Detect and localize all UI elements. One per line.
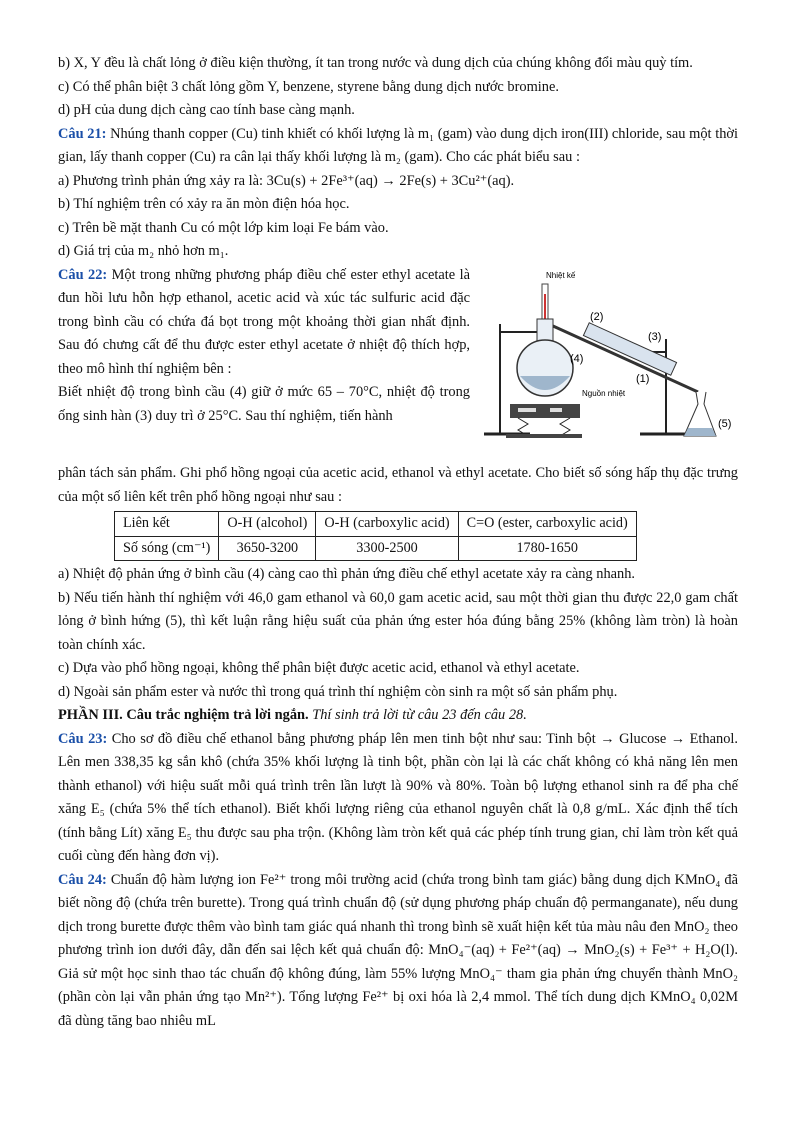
- q22-option-c: c) Dựa vào phổ hồng ngoại, không thể phân biệt được acetic acid, ethanol và ethyl acetate.: [58, 660, 580, 676]
- part-3-heading: PHẦN III. Câu trắc nghiệm trả lời ngắn. Thí sinh trả lời từ câu 23 đến câu 28.: [58, 707, 527, 723]
- question-22: Câu 22: Một trong những phương pháp điều chế ester ethyl acetate là đun hồi lưu hỗn hợp ethanol, acetic acid và xúc tác sulfuric acid đặc trong bình cầu có chứa đá bọt trong một khoảng thời gian nhất định. Sau đó chưng cất để thu được ester ethyl acetate ở nhiệt độ thích hợp, theo mô hình thí nghiệm bên :: [58, 266, 470, 377]
- q21-option-b: b) Thí nghiệm trên có xảy ra ăn mòn điện hóa học.: [58, 196, 350, 212]
- label-2: (2): [590, 310, 604, 323]
- q21-option-a: a) Phương trình phản ứng xảy ra là: 3Cu(s) + 2Fe³⁺(aq) → 2Fe(s) + 3Cu²⁺(aq).: [58, 172, 515, 189]
- question-22-conditions: Biết nhiệt độ trong bình cầu (4) giữ ở mức 65 – 70°C, nhiệt độ trong ống sinh hàn (3) duy trì ở 25°C. Sau thí nghiệm, tiến hành: [58, 384, 470, 424]
- distillation-apparatus-figure: [470, 264, 738, 463]
- exam-page: [58, 52, 738, 1033]
- apparatus-diagram: [470, 264, 738, 454]
- table-cell: C=O (ester, carboxylic acid): [458, 512, 636, 537]
- table-cell: Liên kết: [115, 512, 219, 537]
- table-cell: Số sóng (cm⁻¹): [115, 536, 219, 561]
- q22-option-d: d) Ngoài sản phẩm ester và nước thì trong quá trình thí nghiệm còn sinh ra một số sản phẩm phụ.: [58, 683, 618, 700]
- question-label: Câu 21:: [58, 125, 107, 142]
- q22-option-b: b) Nếu tiến hành thí nghiệm với 46,0 gam ethanol và 60,0 gam acetic acid, sau một thời gian thu được 22,0 gam chất lỏng ở bình hứng (5), thì kết luận rằng hiệu suất của phản ứng ester hóa đúng bằng 25% (không làm tròn) là hoàn toàn chính xác.: [58, 589, 738, 653]
- question-22-continued: phân tách sản phẩm. Ghi phổ hồng ngoại của acetic acid, ethanol và ethyl acetate. Cho biết số sóng hấp thụ đặc trưng của một số liên kết trên phổ hồng ngoại như sau :: [58, 465, 738, 505]
- ir-table: [114, 511, 637, 561]
- question-24: Câu 24: Chuẩn độ hàm lượng ion Fe²⁺ trong môi trường acid (chứa trong bình tam giác) bằng dung dịch KMnO₄ đã biết nồng độ (chứa trên burette). Trong quá trình chuẩn độ (sử dụng phương pháp chuẩn độ permanganate), nếu dung dịch trong burette được thêm vào bình tam giác quá nhanh thì trong bình sẽ xuất hiện kết tủa màu nâu đen MnO₂ theo phương trình ion dưới đây, dẫn đến sai lệch kết quả chuẩn độ: MnO₄⁻(aq) + Fe²⁺(aq) → MnO₂(s) + Fe³⁺ + H₂O(l). Giả sử một học sinh thao tác chuẩn độ không đúng, làm 55% lượng MnO₄⁻ tham gia phản ứng chuyển thành MnO₂ (phần còn lại vẫn phản ứng tạo Mn²⁺). Tổng lượng Fe²⁺ bị oxi hóa là 2,4 mmol. Thể tích dung dịch KMnO₄ 0,02M đã dùng tăng bao nhiêu mL: [58, 871, 738, 1029]
- statement-d: d) pH của dung dịch càng cao tính base càng mạnh.: [58, 102, 355, 118]
- question-label: Câu 23:: [58, 730, 108, 747]
- label-5: (5): [718, 417, 732, 430]
- label-3: (3): [648, 330, 662, 343]
- statement-b: b) X, Y đều là chất lỏng ở điều kiện thường, ít tan trong nước và dung dịch của chúng không đổi màu quỳ tím.: [58, 55, 693, 71]
- question-22-block: [58, 264, 738, 463]
- q22-option-a: a) Nhiệt độ phản ứng ở bình cầu (4) càng cao thì phản ứng điều chế ethyl acetate xảy ra càng nhanh.: [58, 566, 636, 582]
- question-23: Câu 23: Cho sơ đồ điều chế ethanol bằng phương pháp lên men tinh bột như sau: Tinh bột → Glucose → Ethanol. Lên men 338,35 kg sắn khô (chứa 35% khối lượng là tinh bột, phần còn lại là các chất không có khả năng lên men thành ethanol) với hiệu suất mỗi quá trình trên lần lượt là 90% và 80%. Toàn bộ lượng ethanol sinh ra để pha chế xăng E₅ (chứa 5% thể tích ethanol). Biết khối lượng riêng của ethanol nguyên chất là 0,8 g/mL. Xác định thể tích (tính bằng Lít) xăng E₅ thu được sau pha trộn. (Không làm tròn kết quả các phép tính trung gian, chỉ làm tròn kết quả cuối cùng đến hàng đơn vị).: [58, 730, 738, 864]
- thermometer-label: Nhiệt kế: [546, 270, 576, 280]
- table-cell: 3650-3200: [219, 536, 316, 561]
- q21-option-c: c) Trên bề mặt thanh Cu có một lớp kim loại Fe bám vào.: [58, 219, 389, 236]
- heat-source-label: Nguồn nhiệt: [582, 388, 626, 398]
- table-header-row: [115, 512, 637, 537]
- q21-option-d: d) Giá trị của m₂ nhỏ hơn m₁.: [58, 243, 229, 259]
- label-4: (4): [570, 352, 584, 365]
- table-cell: 3300-2500: [316, 536, 458, 561]
- statement-c: c) Có thể phân biệt 3 chất lỏng gồm Y, benzene, styrene bằng dung dịch nước bromine.: [58, 78, 559, 95]
- question-21: Câu 21: Nhúng thanh copper (Cu) tinh khiết có khối lượng là m₁ (gam) vào dung dịch iron(III) chloride, sau một thời gian, lấy thanh copper (Cu) ra cân lại thấy khối lượng là m₂ (gam). Cho các phát biểu sau :: [58, 125, 738, 165]
- table-cell: 1780-1650: [458, 536, 636, 561]
- question-label: Câu 24:: [58, 871, 107, 888]
- table-cell: O-H (alcohol): [219, 512, 316, 537]
- table-row: [115, 536, 637, 561]
- table-cell: O-H (carboxylic acid): [316, 512, 458, 537]
- label-1: (1): [636, 372, 650, 385]
- question-label: Câu 22:: [58, 266, 108, 283]
